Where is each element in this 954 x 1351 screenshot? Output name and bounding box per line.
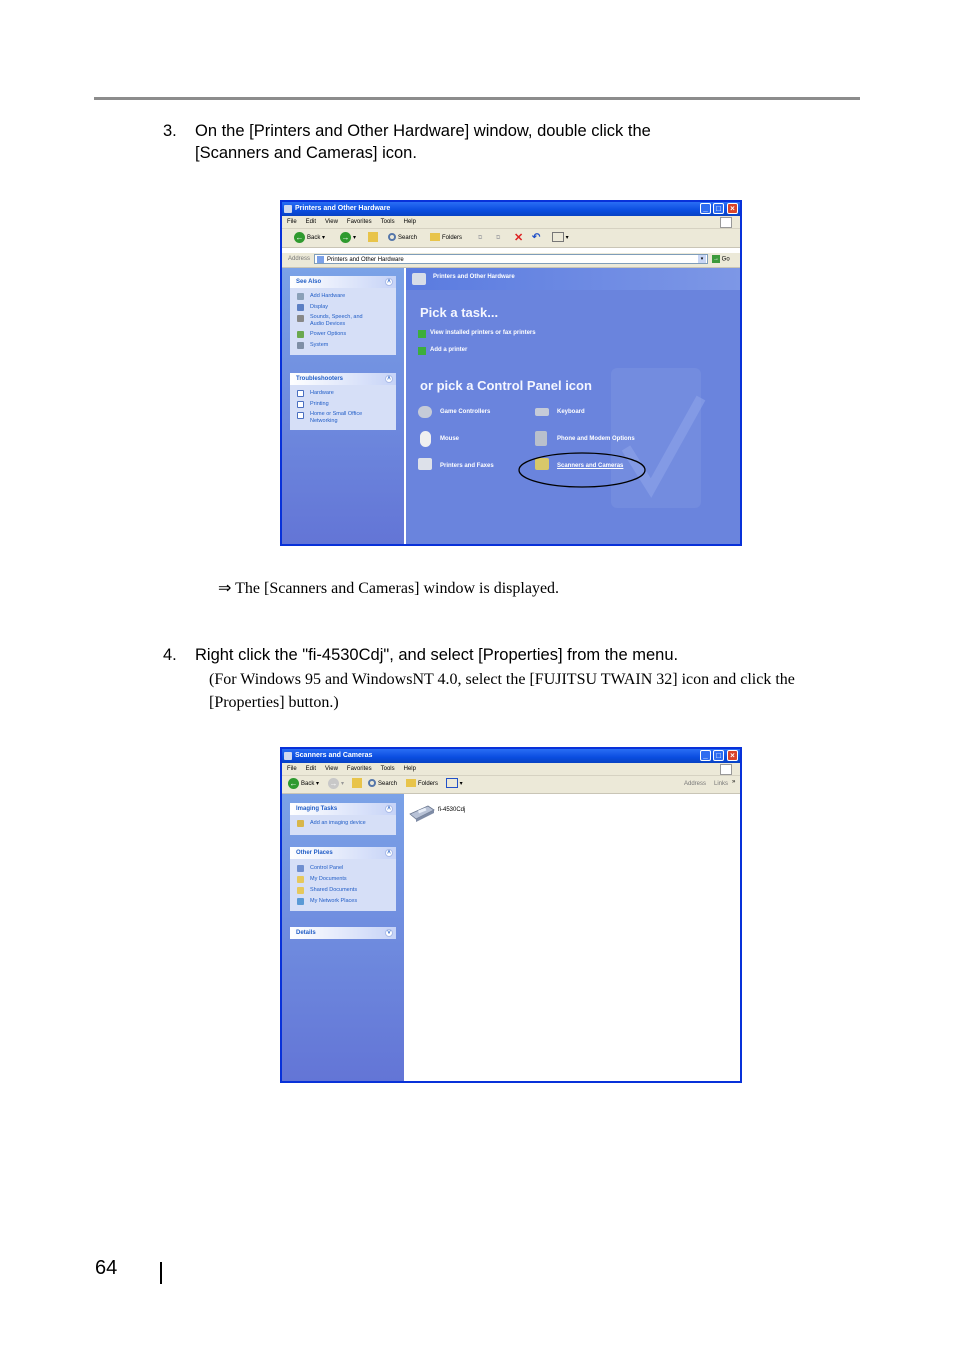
printer-category-icon (412, 273, 426, 285)
category-title: Printers and Other Hardware (433, 274, 515, 280)
windows-logo-icon (720, 764, 732, 775)
menu-file[interactable]: File (287, 219, 297, 225)
shared-documents-icon (297, 887, 304, 894)
other-places-panel (290, 847, 396, 911)
help-icon (297, 401, 304, 408)
help-icon (297, 412, 304, 419)
delete-icon[interactable]: ✕ (514, 232, 524, 244)
task-pane (282, 794, 404, 1081)
up-folder-button[interactable] (352, 778, 362, 790)
display-icon (297, 304, 304, 311)
window-icon (284, 752, 292, 760)
link-label: Display (310, 304, 329, 310)
menu-view[interactable]: View (325, 766, 338, 772)
see-also-panel (290, 276, 396, 355)
icon-game-controllers[interactable] (418, 406, 490, 418)
menu-edit[interactable]: Edit (305, 766, 317, 772)
folders-label: Folders (442, 235, 463, 241)
content-area (404, 794, 740, 1081)
menu-tools[interactable]: Tools (380, 766, 395, 772)
menu-favorites[interactable]: Favorites (346, 219, 372, 225)
link-network-places[interactable] (290, 896, 396, 907)
menu-favorites[interactable]: Favorites (346, 766, 372, 772)
forward-arrow-icon: → (341, 233, 350, 242)
pick-icon-heading: or pick a Control Panel icon (420, 378, 592, 393)
menu-help[interactable]: Help (403, 219, 416, 225)
menu-bar (282, 216, 740, 229)
step4-number: 4. (163, 646, 177, 664)
link-sounds[interactable] (290, 313, 396, 329)
icon-label: Printers and Faxes (440, 463, 494, 469)
search-label: Search (398, 235, 418, 241)
collapse-icon[interactable]: ˄ (385, 278, 393, 286)
top-rule (94, 97, 860, 100)
step3-line1: On the [Printers and Other Hardware] window, double click the (195, 122, 651, 140)
address-bar (282, 253, 740, 268)
details-heading: Details (296, 930, 316, 936)
toolbar-overflow-icon[interactable]: » (732, 779, 736, 785)
menu-edit[interactable]: Edit (305, 219, 317, 225)
minimize-button[interactable]: _ (700, 750, 711, 761)
link-control-panel[interactable] (290, 863, 396, 874)
result-arrow: ⇒ (218, 580, 232, 597)
collapse-icon[interactable]: ˄ (385, 375, 393, 383)
link-label: Add an imaging device (310, 820, 366, 826)
icon-printers-faxes[interactable] (418, 460, 494, 472)
back-arrow-icon: ← (295, 233, 304, 242)
step3-line2: [Scanners and Cameras] icon. (195, 144, 417, 162)
back-label: Back (301, 781, 315, 788)
icon-phone-modem[interactable] (535, 433, 635, 445)
link-label: System (310, 342, 329, 348)
imaging-tasks-heading: Imaging Tasks (296, 806, 338, 812)
icon-label: Game Controllers (440, 409, 491, 415)
back-arrow-icon: ← (289, 779, 298, 788)
scanner-icon (408, 802, 436, 822)
troubleshooters-panel (290, 373, 396, 430)
views-icon (552, 232, 564, 242)
views-icon (446, 778, 458, 788)
other-places-heading: Other Places (296, 850, 333, 856)
window-title: Printers and Other Hardware (295, 205, 391, 212)
link-my-documents[interactable] (290, 874, 396, 885)
search-button[interactable] (368, 778, 397, 790)
link-home-networking[interactable] (290, 410, 396, 426)
window-title: Scanners and Cameras (295, 752, 373, 759)
toolbar (282, 776, 740, 794)
title-bar (282, 202, 740, 216)
close-button[interactable]: × (727, 203, 738, 214)
pick-task-heading: Pick a task... (420, 305, 499, 320)
imaging-tasks-panel (290, 803, 396, 835)
icon-mouse[interactable] (418, 433, 459, 445)
content-area (406, 268, 740, 544)
icon-label: Mouse (440, 436, 460, 442)
see-also-header[interactable] (290, 276, 396, 288)
menu-help[interactable]: Help (403, 766, 416, 772)
link-printing[interactable] (290, 399, 396, 410)
search-label: Search (378, 781, 398, 787)
up-folder-icon (368, 232, 378, 242)
troubleshooters-heading: Troubleshooters (296, 376, 344, 382)
phone-modem-icon (535, 431, 547, 446)
address-icon (317, 256, 324, 263)
link-add-imaging-device[interactable] (290, 818, 396, 829)
icon-label: Phone and Modem Options (557, 436, 635, 442)
link-label: Home or Small Office (310, 411, 363, 417)
windows-logo-icon (720, 217, 732, 228)
step3-number: 3. (163, 122, 177, 140)
link-label-line2: Networking (310, 418, 338, 424)
link-system[interactable] (290, 340, 396, 351)
note-line1: (For Windows 95 and WindowsNT 4.0, select the [FUJITSU TWAIN 32] icon and click the (209, 671, 795, 688)
link-shared-documents[interactable] (290, 885, 396, 896)
copy-to-button[interactable]: ⧉ (496, 235, 501, 241)
link-label: Power Options (310, 331, 347, 337)
printer-icon (418, 458, 432, 470)
minimize-button[interactable]: _ (700, 203, 711, 214)
expand-icon[interactable]: ˅ (385, 929, 393, 937)
dropdown-arrow-icon[interactable]: ▾ (698, 255, 706, 263)
result-text: The [Scanners and Cameras] window is displayed. (235, 580, 560, 597)
link-label-line2: Audio Devices (310, 321, 346, 327)
views-button[interactable]: ▾ (552, 232, 569, 244)
device-label: fi-4530Cdj (438, 807, 466, 813)
icon-label: Keyboard (557, 409, 585, 415)
up-folder-icon (352, 778, 362, 788)
task-add-printer[interactable] (418, 347, 467, 353)
game-controller-icon (418, 406, 432, 418)
mouse-icon (420, 431, 431, 447)
address-field[interactable] (314, 254, 708, 264)
task-arrow-icon (418, 330, 426, 338)
page-number: 64 (95, 1257, 118, 1279)
task-pane (282, 268, 404, 544)
link-label: Shared Documents (310, 887, 358, 893)
back-label: Back (307, 235, 321, 242)
link-label: Printing (310, 401, 329, 407)
scanners-cameras-window (280, 747, 742, 1083)
toolbar (282, 229, 740, 248)
icon-keyboard[interactable] (535, 406, 585, 418)
folders-button[interactable] (406, 778, 438, 790)
up-folder-button[interactable] (368, 232, 378, 244)
task-view-printers[interactable] (418, 330, 536, 336)
network-places-icon (297, 898, 304, 905)
imaging-tasks-header[interactable] (290, 803, 396, 815)
details-header[interactable] (290, 927, 396, 939)
go-label: Go (721, 256, 730, 263)
go-arrow-icon: → (713, 256, 719, 262)
result-line (218, 577, 559, 600)
collapse-icon[interactable]: ˄ (385, 849, 393, 857)
link-hardware[interactable] (290, 388, 396, 399)
category-header (406, 268, 740, 290)
device-item[interactable] (408, 802, 478, 822)
add-hardware-icon (297, 293, 304, 300)
move-to-button[interactable]: ⧉ (478, 235, 483, 241)
link-label: Hardware (310, 390, 334, 396)
menu-file[interactable]: File (287, 766, 297, 772)
link-add-hardware[interactable] (290, 291, 396, 302)
link-label: Control Panel (310, 865, 344, 871)
my-documents-icon (297, 876, 304, 883)
other-places-header[interactable] (290, 847, 396, 859)
icon-label: Scanners and Cameras (557, 463, 624, 469)
window-icon (284, 205, 292, 213)
search-icon (368, 779, 376, 787)
link-display[interactable] (290, 302, 396, 313)
link-label: Sounds, Speech, and (310, 314, 363, 320)
forward-button[interactable]: → ▾ (329, 779, 345, 788)
see-also-heading: See Also (296, 279, 322, 285)
forward-arrow-icon: → (329, 779, 338, 788)
menu-tools[interactable]: Tools (380, 219, 395, 225)
forward-button[interactable]: → ▾ (341, 233, 357, 242)
menu-bar (282, 763, 740, 776)
details-panel (290, 927, 396, 939)
address-value: Printers and Other Hardware (327, 257, 404, 263)
folders-label: Folders (418, 781, 439, 787)
highlight-ellipse (517, 451, 647, 489)
search-button[interactable] (388, 232, 417, 244)
undo-icon[interactable]: ↶ (532, 232, 541, 243)
go-button[interactable] (712, 255, 730, 263)
printers-hardware-window (280, 200, 742, 546)
note-line2: [Properties] button.) (209, 694, 339, 711)
add-device-icon (297, 820, 304, 827)
task-arrow-icon (418, 347, 426, 355)
maximize-button[interactable]: □ (713, 750, 724, 761)
sounds-icon (297, 315, 304, 322)
power-options-icon (297, 331, 304, 338)
task-label: Add a printer (430, 347, 468, 353)
step4-text: Right click the "fi-4530Cdj", and select [Properties] from the menu. (195, 646, 679, 664)
collapse-icon[interactable]: ˄ (385, 805, 393, 813)
folders-icon (430, 233, 440, 241)
keyboard-icon (535, 408, 549, 416)
back-button[interactable]: ← Back ▾ (295, 233, 326, 242)
back-button[interactable]: ← Back ▾ (289, 779, 320, 788)
title-bar (282, 749, 740, 763)
system-icon (297, 342, 304, 349)
folders-button[interactable] (430, 232, 462, 244)
help-icon (297, 390, 304, 397)
page-number-bar (160, 1262, 162, 1284)
troubleshooters-header[interactable] (290, 373, 396, 385)
link-label: Add Hardware (310, 293, 346, 299)
close-button[interactable]: × (727, 750, 738, 761)
search-icon (388, 233, 396, 241)
task-label: View installed printers or fax printers (430, 330, 536, 336)
link-label: My Documents (310, 876, 347, 882)
address-label: Address (288, 256, 311, 262)
links-label[interactable]: Links (714, 781, 729, 787)
folders-icon (406, 779, 416, 787)
control-panel-icon (297, 865, 304, 872)
maximize-button[interactable]: □ (713, 203, 724, 214)
views-button[interactable]: ▾ (446, 778, 463, 790)
link-label: My Network Places (310, 898, 358, 904)
link-power-options[interactable] (290, 329, 396, 340)
address-label[interactable]: Address (684, 781, 707, 787)
menu-view[interactable]: View (325, 219, 338, 225)
